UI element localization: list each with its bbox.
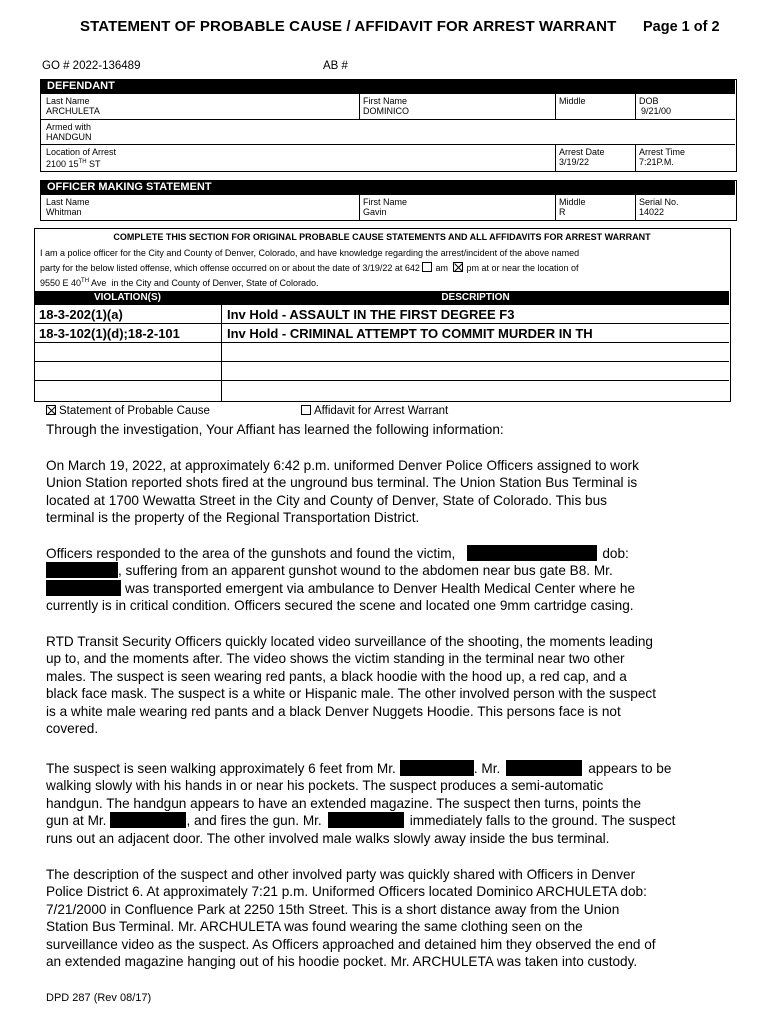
defendant-last-name-label: Last Name — [46, 96, 90, 106]
defendant-first-name: DOMINICO — [363, 106, 409, 116]
violation-description: Inv Hold - ASSAULT IN THE FIRST DEGREE F3 — [227, 307, 515, 322]
narrative-line: Police District 6. At approximately 7:21 p.m. Uniformed Officers located Dominico ARCHULETA dob: — [46, 884, 647, 900]
narrative-line — [46, 545, 635, 562]
divider — [635, 94, 636, 119]
violation-code: 18-3-102(1)(d);18-2-101 — [39, 326, 180, 341]
narrative-text: Officers responded to the area of the gunshots and found the victim, — [46, 546, 456, 561]
defendant-heading: DEFENDANT — [41, 80, 735, 94]
armed-with: HANDGUN — [46, 132, 92, 142]
redaction-block — [110, 812, 186, 828]
am-label: am — [435, 263, 448, 273]
narrative-line: Union Station reported shots fired at the unground bus terminal. The Union Station Bus Terminal is — [46, 475, 638, 491]
defendant-section — [40, 79, 737, 172]
officer-serial-label: Serial No. — [639, 197, 679, 207]
officer-first-name: Gavin — [363, 207, 387, 217]
redaction-block — [467, 545, 597, 561]
narrative-line: handgun. The handgun appears to have an extended magazine. The suspect then turns, points the — [46, 795, 642, 811]
arrest-time: 7:21P.M. — [639, 157, 674, 167]
officer-last-name-label: Last Name — [46, 197, 90, 207]
divider — [35, 361, 729, 362]
redaction-block — [328, 812, 404, 828]
page-number: Page 1 of 2 — [643, 19, 720, 35]
attestation-date-text: party for the below listed offense, which offense occurred on or about the date of 3/19/22 at 642 — [40, 263, 420, 273]
narrative-line — [46, 580, 635, 597]
narrative-line: walking slowly with his hands in or near his pockets. The suspect produces a semi-automatic — [46, 778, 604, 794]
divider — [555, 195, 556, 220]
divider — [41, 119, 735, 120]
narrative-line: is a white male wearing red pants and a black Denver Nuggets Hoodie. This persons face is not — [46, 703, 621, 719]
affidavit-option[interactable] — [301, 405, 448, 417]
officer-serial: 14022 — [639, 207, 665, 217]
probable-cause-checkbox[interactable] — [46, 405, 56, 415]
attestation-line-1: I am a police officer for the City and County of Denver, Colorado, and have knowledge regarding the arrest/incident of the above named — [40, 248, 580, 258]
pm-label: pm at or near the location of — [466, 263, 579, 273]
divider — [221, 305, 222, 401]
original-statement-section — [34, 228, 731, 402]
narrative-line: 7/21/2000 in Confluence Park at 2250 15th Street. This is a short distance away from the Union — [46, 901, 620, 917]
narrative-text: , and fires the gun. Mr. — [186, 813, 322, 829]
violation-description: Inv Hold - CRIMINAL ATTEMPT TO COMMIT MURDER IN TH — [227, 326, 593, 341]
narrative-text: , suffering from an apparent gunshot wound to the abdomen near bus gate B8. Mr. — [118, 563, 613, 579]
violation-code: 18-3-202(1)(a) — [39, 307, 123, 322]
divider — [35, 342, 729, 343]
defendant-dob: 9/21/00 — [641, 106, 672, 116]
redaction-block — [46, 580, 121, 596]
officer-middle: R — [559, 207, 566, 217]
narrative-line: runs out an adjacent door. The other involved male walks slowly away inside the bus terminal. — [46, 830, 610, 846]
defendant-first-name-label: First Name — [363, 96, 408, 106]
narrative-line — [46, 562, 635, 579]
narrative-text: dob: — [602, 546, 629, 561]
divider — [35, 323, 729, 324]
go-number: GO # 2022-136489 — [42, 60, 141, 72]
divider — [359, 94, 360, 119]
defendant-last-name: ARCHULETA — [46, 106, 100, 116]
form-number: DPD 287 (Rev 08/17) — [46, 992, 152, 1004]
redaction-block — [46, 562, 118, 578]
narrative-intro: Through the investigation, Your Affiant has learned the following information: — [46, 422, 504, 437]
narrative-line: covered. — [46, 721, 99, 737]
arrest-location-label: Location of Arrest — [46, 147, 117, 157]
arrest-date: 3/19/22 — [559, 157, 590, 167]
divider — [555, 144, 556, 171]
narrative-text: was transported emergent via ambulance to Denver Health Medical Center where he — [125, 580, 636, 596]
narrative-p5 — [46, 866, 656, 970]
description-column-header: DESCRIPTION — [441, 292, 510, 303]
narrative-line: surveillance video as the suspect. As Officers approached and detained him they observed the end of — [46, 936, 656, 952]
officer-first-name-label: First Name — [363, 197, 408, 207]
narrative-line: terminal is the property of the Regional Transportation District. — [46, 510, 420, 526]
narrative-text: immediately falls to the ground. The suspect — [409, 813, 676, 829]
affidavit-checkbox[interactable] — [301, 405, 311, 415]
narrative-line: RTD Transit Security Officers quickly located video surveillance of the shooting, the moments leading — [46, 634, 653, 649]
divider — [41, 144, 735, 145]
divider — [555, 94, 556, 119]
narrative-line: an extended magazine hanging out of his hoodie pocket. Mr. ARCHULETA was taken into custody. — [46, 954, 638, 970]
form-title: STATEMENT OF PROBABLE CAUSE / AFFIDAVIT FOR ARREST WARRANT — [80, 18, 617, 35]
narrative-line: currently is in critical condition. Officers secured the scene and located one 9mm cartridge casing. — [46, 598, 634, 614]
arrest-time-label: Arrest Time — [639, 147, 686, 157]
attestation-line-3: 9550 E 40TH Ave in the City and County of Denver, State of Colorado. — [40, 278, 319, 288]
narrative-text: appears to be — [588, 761, 672, 776]
divider — [359, 195, 360, 220]
violation-column-header: VIOLATION(S) — [93, 292, 162, 303]
narrative-text: . Mr. — [473, 761, 501, 776]
armed-with-label: Armed with — [46, 122, 92, 132]
narrative-line: black face mask. The suspect is a white or Hispanic male. The other involved person with the suspect — [46, 686, 657, 702]
officer-last-name: Whitman — [46, 207, 82, 217]
arrest-location: 2100 15TH ST — [46, 159, 101, 169]
ab-number: AB # — [323, 60, 348, 72]
narrative-line: Station Bus Terminal. Mr. ARCHULETA was found wearing the same clothing seen on the — [46, 919, 583, 935]
narrative-line: located at 1700 Wewatta Street in the City and County of Denver, State of Colorado. This bus — [46, 492, 607, 508]
narrative-p3 — [46, 633, 656, 737]
divider — [635, 195, 636, 220]
probable-cause-option[interactable] — [46, 405, 210, 417]
narrative-line — [46, 812, 675, 829]
redaction-block — [400, 760, 474, 776]
narrative-line: up to, and the moments after. The video shows the victim standing in the terminal near two other — [46, 651, 625, 667]
redaction-block — [506, 760, 582, 776]
narrative-p4 — [46, 760, 675, 847]
narrative-p2 — [46, 545, 635, 615]
defendant-middle-label: Middle — [559, 96, 586, 106]
divider — [35, 380, 729, 381]
narrative-text: The suspect is seen walking approximately 6 feet from Mr. — [46, 761, 396, 776]
divider — [635, 144, 636, 171]
narrative-line: On March 19, 2022, at approximately 6:42 p.m. uniformed Denver Police Officers assigned to work — [46, 458, 639, 473]
am-checkbox[interactable] — [422, 262, 432, 272]
defendant-dob-label: DOB — [639, 96, 659, 106]
narrative-text: gun at Mr. — [46, 813, 107, 829]
attestation-line-2 — [40, 262, 579, 273]
affidavit-label: Affidavit for Arrest Warrant — [314, 405, 449, 417]
pm-checkbox[interactable] — [453, 262, 463, 272]
arrest-date-label: Arrest Date — [559, 147, 605, 157]
original-heading: COMPLETE THIS SECTION FOR ORIGINAL PROBABLE CAUSE STATEMENTS AND ALL AFFIDAVITS FOR ARREST WARRANT — [113, 232, 651, 242]
officer-section — [40, 180, 737, 221]
probable-cause-label: Statement of Probable Cause — [59, 405, 210, 417]
narrative-p1 — [46, 457, 639, 527]
officer-heading: OFFICER MAKING STATEMENT — [41, 181, 735, 195]
narrative-line — [46, 760, 675, 777]
narrative-line: males. The suspect is seen wearing red pants, a black hoodie with the hood up, a red cap, and a — [46, 668, 627, 684]
officer-middle-label: Middle — [559, 197, 586, 207]
narrative-line: The description of the suspect and other involved party was quickly shared with Officers in Denver — [46, 867, 636, 882]
